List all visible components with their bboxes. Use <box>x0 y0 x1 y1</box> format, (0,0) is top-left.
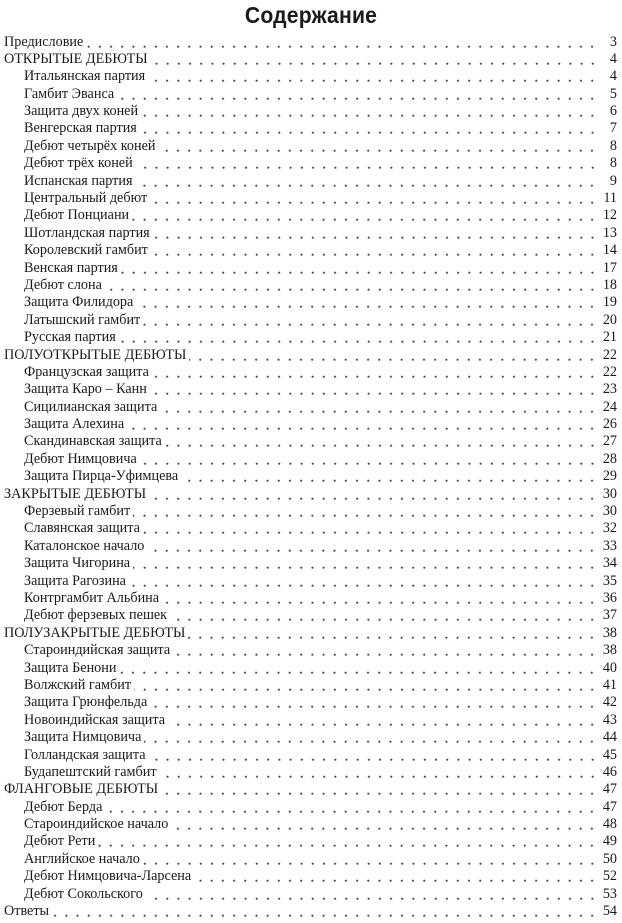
toc-entry-page: 13 <box>602 224 617 241</box>
dot-leader <box>188 625 598 642</box>
dot-leader <box>160 764 599 781</box>
toc-entry-page: 46 <box>602 763 617 780</box>
toc-entry-page: 38 <box>602 624 617 641</box>
toc-entry[interactable] <box>4 538 617 555</box>
dot-leader <box>161 781 599 798</box>
dot-leader <box>143 312 599 329</box>
dot-leader <box>168 712 599 729</box>
dot-leader <box>140 120 599 137</box>
toc-entry-label: Защита Грюнфельда <box>24 694 148 711</box>
dot-leader <box>148 68 599 85</box>
toc-entry[interactable] <box>4 468 617 485</box>
toc-entry-label: Дебют слона <box>24 276 102 293</box>
toc-entry-page: 47 <box>602 798 617 815</box>
toc-entry-label: Дебют ферзевых пешек <box>24 607 168 624</box>
toc-entry-label: Ответы <box>4 903 50 920</box>
toc-entry[interactable] <box>4 816 617 833</box>
dot-leader <box>144 729 598 746</box>
toc-entry-label: Русская партия <box>24 329 116 346</box>
toc-entry-page: 22 <box>602 346 617 363</box>
dot-leader <box>143 520 599 537</box>
toc-entry-label: Дебют Нимцовича <box>24 450 137 467</box>
toc-entry-label: Испанская партия <box>24 172 133 189</box>
toc-entry-label: Каталонское начало <box>24 537 145 554</box>
toc-entry-label: Дебют Понциани <box>24 207 130 224</box>
toc-entry-label: Новоиндийская защита <box>24 711 166 728</box>
toc-entry-page: 17 <box>602 259 617 276</box>
dot-leader <box>165 433 599 450</box>
toc-entry-page: 4 <box>609 68 617 85</box>
toc-entry-page: 54 <box>602 903 617 920</box>
toc-entry[interactable] <box>4 260 617 277</box>
toc-entry-label: Голландская защита <box>24 746 146 763</box>
toc-entry-label: ФЛАНГОВЫЕ ДЕБЮТЫ <box>4 781 159 798</box>
toc-entry-page: 43 <box>602 711 617 728</box>
dot-leader <box>117 86 599 103</box>
dot-leader <box>170 607 599 624</box>
toc-section[interactable] <box>4 347 617 364</box>
toc-entry-page: 19 <box>602 294 617 311</box>
toc-entry-page: 27 <box>602 433 617 450</box>
toc-entry-label: Дебют четырёх коней <box>24 137 156 154</box>
toc-entry-label: Дебют Сокольского <box>24 885 143 902</box>
toc-entry-page: 8 <box>609 155 617 172</box>
table-of-contents <box>4 34 617 921</box>
dot-leader <box>129 573 599 590</box>
toc-entry-label: Шотландская партия <box>24 224 150 241</box>
toc-entry-label: Волжский гамбит <box>24 676 132 693</box>
toc-entry-page: 42 <box>602 694 617 711</box>
toc-entry-label: Латышский гамбит <box>24 311 141 328</box>
toc-entry[interactable] <box>4 173 617 190</box>
toc-entry[interactable] <box>4 155 617 172</box>
toc-entry-label: Дебют Рети <box>24 833 96 850</box>
dot-leader <box>173 642 599 659</box>
toc-entry-label: Контргамбит Альбина <box>24 590 160 606</box>
toc-entry-page: 30 <box>602 485 617 502</box>
toc-entry-label: Староиндийское начало <box>24 816 169 833</box>
toc-entry[interactable] <box>4 868 617 885</box>
toc-entry[interactable] <box>4 607 617 624</box>
toc-entry-label: Защита Филидора <box>24 294 134 311</box>
toc-entry-label: Дебют Нимцовича-Ларсена <box>24 868 192 885</box>
toc-entry-page: 21 <box>602 329 617 346</box>
dot-leader <box>149 747 599 764</box>
toc-entry-page: 5 <box>609 85 617 102</box>
toc-entry-label: Защита Нимцовича <box>24 729 142 746</box>
dot-leader <box>105 799 598 816</box>
toc-entry-label: Защита Алехина <box>24 416 125 433</box>
toc-entry-label: Славянская защита <box>24 520 140 537</box>
toc-entry-page: 4 <box>609 50 617 67</box>
toc-entry-page: 49 <box>602 833 617 850</box>
toc-entry-label: Английское начало <box>24 850 140 867</box>
toc-entry[interactable] <box>4 642 617 659</box>
dot-leader <box>194 868 599 885</box>
toc-section[interactable] <box>4 903 617 920</box>
toc-entry-label: ОТКРЫТЫЕ ДЕБЮТЫ <box>4 50 148 67</box>
toc-entry-label: Венская партия <box>24 259 118 276</box>
toc-entry[interactable] <box>4 416 617 433</box>
toc-entry[interactable] <box>4 886 617 903</box>
dot-leader <box>119 660 598 677</box>
toc-entry[interactable] <box>4 312 617 329</box>
toc-entry[interactable] <box>4 399 617 416</box>
toc-entry[interactable] <box>4 294 617 311</box>
toc-entry-page: 9 <box>609 172 617 189</box>
dot-leader <box>150 694 599 711</box>
dot-leader <box>151 242 599 259</box>
toc-entry[interactable] <box>4 120 617 137</box>
toc-entry-page: 14 <box>602 242 617 259</box>
toc-entry[interactable] <box>4 764 617 781</box>
toc-entry[interactable] <box>4 555 617 572</box>
toc-entry-label: Защита двух коней <box>24 103 139 120</box>
toc-entry-page: 29 <box>602 468 617 485</box>
toc-entry-page: 7 <box>609 120 617 137</box>
toc-entry[interactable] <box>4 677 617 694</box>
dot-leader <box>105 277 599 294</box>
toc-entry[interactable] <box>4 433 617 450</box>
dot-leader <box>181 468 599 485</box>
toc-entry-label: ПОЛУОТКРЫТЫЕ ДЕБЮТЫ <box>4 346 187 363</box>
dot-leader <box>136 294 598 311</box>
toc-entry-page: 47 <box>602 781 617 798</box>
toc-section[interactable] <box>4 781 617 798</box>
toc-entry-label: Скандинавская защита <box>24 433 162 450</box>
toc-entry-label: Центральный дебют <box>24 190 148 207</box>
dot-leader <box>86 34 599 51</box>
toc-entry[interactable] <box>4 277 617 294</box>
toc-entry[interactable] <box>4 590 617 607</box>
toc-entry-page: 6 <box>609 103 617 120</box>
toc-entry[interactable] <box>4 520 617 537</box>
dot-leader <box>150 190 599 207</box>
toc-entry-label: Гамбит Эванса <box>24 85 115 102</box>
toc-entry-page: 20 <box>602 311 617 328</box>
toc-entry[interactable] <box>4 503 617 520</box>
toc-entry[interactable] <box>4 329 617 346</box>
toc-entry-page: 34 <box>602 555 617 572</box>
toc-entry-page: 35 <box>602 572 617 589</box>
toc-section[interactable] <box>4 625 617 642</box>
toc-entry-page: 8 <box>609 137 617 154</box>
dot-leader <box>162 590 599 607</box>
toc-entry-page: 44 <box>602 729 617 746</box>
toc-entry-label: Венгерская партия <box>24 120 137 137</box>
page-title: Содержание <box>244 2 378 28</box>
dot-leader <box>121 260 599 277</box>
toc-entry-page: 32 <box>602 520 617 537</box>
toc-entry-page: 41 <box>602 676 617 693</box>
toc-entry[interactable] <box>4 747 617 764</box>
toc-entry-label: Защита Пирца-Уфимцева <box>24 468 179 485</box>
toc-entry-page: 50 <box>602 850 617 867</box>
toc-entry-page: 23 <box>602 381 617 398</box>
dot-leader <box>135 173 599 190</box>
toc-entry-page: 22 <box>602 363 617 380</box>
dot-leader <box>146 886 599 903</box>
dot-leader <box>152 364 599 381</box>
dot-leader <box>149 486 599 503</box>
toc-entry-page: 45 <box>602 746 617 763</box>
toc-entry[interactable] <box>4 207 617 224</box>
dot-leader <box>189 347 598 364</box>
toc-entry-page: 48 <box>602 816 617 833</box>
dot-leader <box>140 451 599 468</box>
toc-entry-page: 36 <box>602 590 617 606</box>
toc-entry[interactable] <box>4 103 617 120</box>
dot-leader <box>119 329 599 346</box>
toc-entry-label: Защита Рагозина <box>24 572 126 589</box>
toc-entry-page: 37 <box>602 607 617 624</box>
dot-leader <box>133 503 599 520</box>
dot-leader <box>153 225 599 242</box>
toc-entry-label: Сицилианская защита <box>24 398 158 415</box>
toc-entry[interactable] <box>4 242 617 259</box>
dot-leader <box>171 816 598 833</box>
toc-entry-page: 28 <box>602 450 617 467</box>
toc-entry-label: Королевский гамбит <box>24 242 148 259</box>
toc-entry[interactable] <box>4 86 617 103</box>
toc-entry[interactable] <box>4 694 617 711</box>
dot-leader <box>132 207 599 224</box>
toc-entry[interactable] <box>4 381 617 398</box>
toc-entry-label: Староиндийская защита <box>24 642 171 659</box>
dot-leader <box>143 851 599 868</box>
dot-leader <box>133 555 599 572</box>
toc-entry-page: 53 <box>602 885 617 902</box>
toc-entry-label: Защита Чигорина <box>24 555 131 572</box>
dot-leader <box>150 381 599 398</box>
dot-leader <box>141 103 599 120</box>
dot-leader <box>151 51 599 68</box>
toc-entry-label: Защита Каро – Канн <box>24 381 147 398</box>
toc-entry[interactable] <box>4 712 617 729</box>
toc-section[interactable] <box>4 34 617 51</box>
toc-entry-label: Предисловие <box>4 33 84 50</box>
toc-entry[interactable] <box>4 451 617 468</box>
toc-entry[interactable] <box>4 573 617 590</box>
dot-leader <box>134 677 599 694</box>
toc-entry[interactable] <box>4 190 617 207</box>
toc-entry-label: ЗАКРЫТЫЕ ДЕБЮТЫ <box>4 485 147 502</box>
toc-entry[interactable] <box>4 138 617 155</box>
toc-entry-page: 33 <box>602 537 617 554</box>
toc-entry[interactable] <box>4 660 617 677</box>
dot-leader <box>98 833 598 850</box>
toc-section[interactable] <box>4 486 617 503</box>
toc-entry[interactable] <box>4 364 617 381</box>
toc-entry-page: 30 <box>602 503 617 520</box>
dot-leader <box>158 138 599 155</box>
toc-entry-label: Французская защита <box>24 363 149 380</box>
toc-entry-page: 24 <box>602 398 617 415</box>
toc-entry[interactable] <box>4 833 617 850</box>
toc-entry[interactable] <box>4 225 617 242</box>
toc-entry-page: 38 <box>602 642 617 659</box>
toc-entry-label: Будапештский гамбит <box>24 763 157 780</box>
toc-entry-page: 26 <box>602 416 617 433</box>
dot-leader <box>160 399 599 416</box>
toc-entry[interactable] <box>4 799 617 816</box>
toc-entry-label: Дебют трёх коней <box>24 155 133 172</box>
toc-entry-page: 11 <box>603 190 617 207</box>
toc-entry[interactable] <box>4 68 617 85</box>
toc-entry-page: 12 <box>602 207 617 224</box>
toc-entry[interactable] <box>4 851 617 868</box>
dot-leader <box>136 155 599 172</box>
dot-leader <box>147 538 598 555</box>
toc-entry-label: ПОЛУЗАКРЫТЫЕ ДЕБЮТЫ <box>4 624 186 641</box>
dot-leader <box>127 416 599 433</box>
toc-entry-label: Ферзевый гамбит <box>24 503 131 520</box>
toc-entry[interactable] <box>4 729 617 746</box>
toc-entry-page: 18 <box>602 276 617 293</box>
toc-entry-label: Защита Бенони <box>24 659 117 676</box>
dot-leader <box>52 903 599 920</box>
toc-entry-page: 52 <box>602 868 617 885</box>
toc-section[interactable] <box>4 51 617 68</box>
toc-entry-label: Итальянская партия <box>24 68 146 85</box>
toc-entry-page: 3 <box>609 33 617 50</box>
toc-entry-page: 40 <box>602 659 617 676</box>
toc-entry-label: Дебют Берда <box>24 798 103 815</box>
